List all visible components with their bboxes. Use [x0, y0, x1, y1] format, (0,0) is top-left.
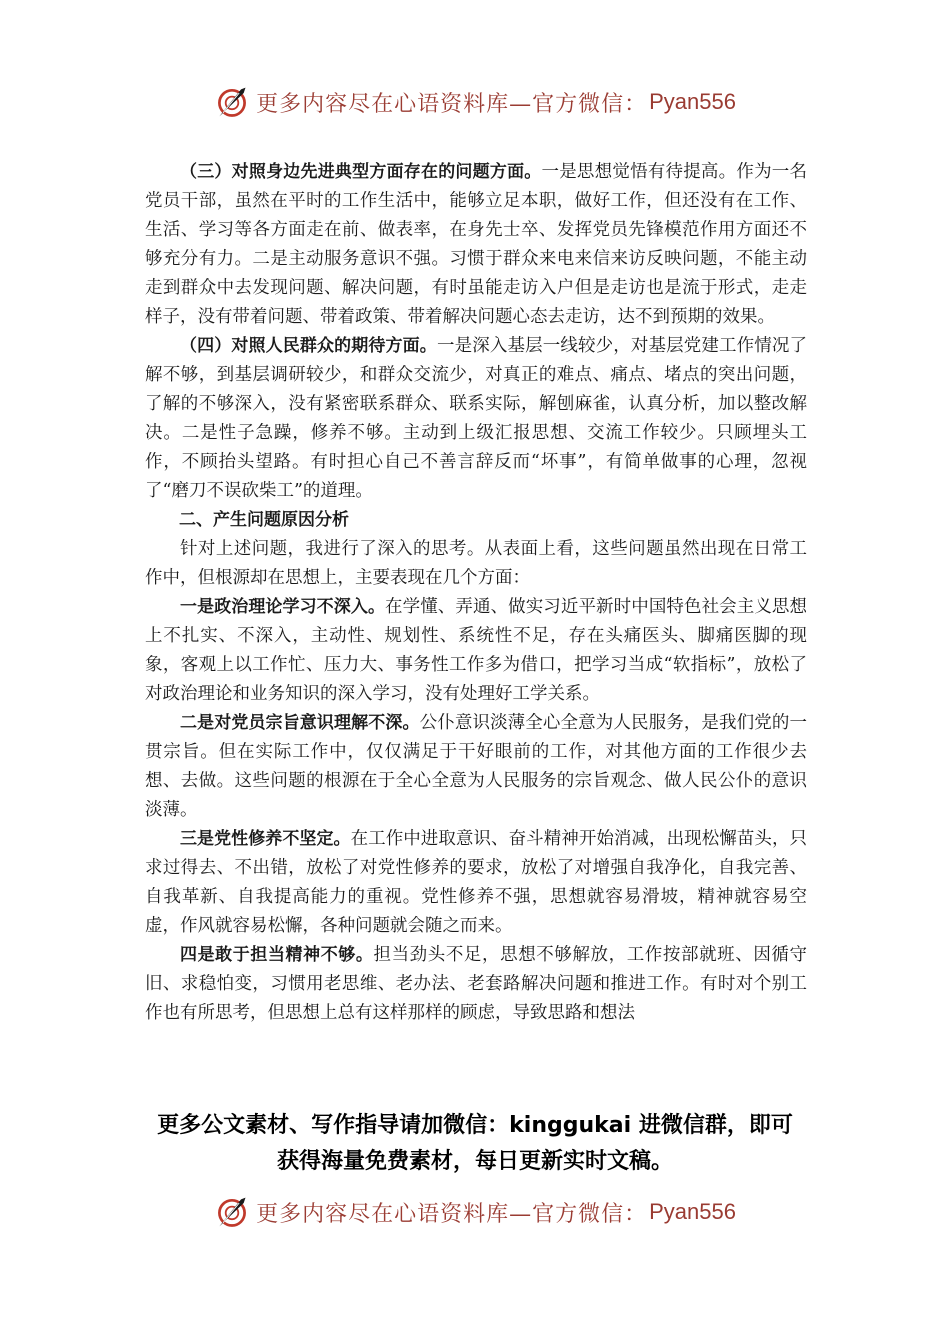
reason-lead: 一是政治理论学习不深入。 — [180, 597, 386, 617]
promo-line-1: 更多公文素材、写作指导请加微信：kinggukai 进微信群，即可 — [157, 1113, 793, 1138]
reason-lead: 三是党性修养不坚定。 — [180, 829, 351, 849]
paragraph-lead: （三）对照身边先进典型方面存在的问题方面。 — [180, 162, 542, 182]
header-banner — [0, 80, 950, 124]
paragraph-four — [145, 332, 807, 506]
reason-text: 在学懂、弄通、做实习近平新时中国特色社会主义思想上不扎实、不深入，主动性、规划性、系统性不足，存在头痛医头、脚痛医脚的现象，客观上以工作忙、压力大、事务性工作多为借口，把学习当成“软指标”，放松了对政治理论和业务知识的深入学习，没有处理好工学关系。 — [145, 597, 808, 704]
reason-two — [145, 709, 807, 825]
footer-banner — [0, 1190, 950, 1234]
promo-notice — [120, 1108, 830, 1180]
reason-text: 担当劲头不足，思想不够解放，工作按部就班、因循守旧、求稳怕变，习惯用老思维、老办法、老套路解决问题和推进工作。有时对个别工作也有所思考，但思想上总有这样那样的顾虑，导致思路和想法 — [145, 945, 808, 1023]
paragraph-three — [145, 158, 807, 332]
reason-text: 在工作中进取意识、奋斗精神开始消减，出现松懈苗头，只求过得去、不出错，放松了对党性修养的要求，放松了对增强自我净化，自我完善、自我革新、自我提高能力的重视。党性修养不强，思想就容易滑坡，精神就容易空虚，作风就容易松懈，各种问题就会随之而来。 — [145, 829, 808, 936]
quill-logo-icon — [214, 84, 250, 120]
section-heading: 二、产生问题原因分析 — [179, 510, 349, 530]
intro-paragraph: 针对上述问题，我进行了深入的思考。从表面上看，这些问题虽然出现在日常工作中，但根源却在思想上，主要表现在几个方面： — [145, 539, 807, 588]
paragraph-lead: （四）对照人民群众的期待方面。 — [180, 336, 437, 356]
wechat-id: Pyan556 — [649, 89, 736, 114]
reason-text: 公仆意识淡薄全心全意为人民服务，是我们党的一贯宗旨。但在实际工作中，仅仅满足于干好眼前的工作，对其他方面的工作很少去想、去做。这些问题的根源在于全心全意为人民服务的宗旨观念、做人民公仆的意识淡薄。 — [145, 713, 808, 820]
quill-logo-icon — [214, 1194, 250, 1230]
banner-text: 更多内容尽在心语资料库—官方微信： — [256, 1201, 648, 1227]
reason-four — [145, 941, 807, 1028]
reason-one — [145, 593, 807, 709]
reason-three — [145, 825, 807, 941]
promo-line-2: 获得海量免费素材，每日更新实时文稿。 — [276, 1149, 673, 1174]
banner-text: 更多内容尽在心语资料库—官方微信： — [256, 91, 648, 117]
reason-lead: 二是对党员宗旨意识理解不深。 — [180, 713, 420, 733]
wechat-id: Pyan556 — [649, 1199, 736, 1224]
paragraph-text: 一是深入基层一线较少，对基层党建工作情况了解不够，到基层调研较少，和群众交流少，对真正的难点、痛点、堵点的突出问题，了解的不够深入，没有紧密联系群众、联系实际，解刨麻雀，认真分析，加以整改解决。二是性子急躁，修养不够。主动到上级汇报思想、交流工作较少。只顾埋头工作，不顾抬头望路。有时担心自己不善言辞反而“坏事”，有简单做事的心理，忽视了“磨刀不误砍柴工”的道理。 — [145, 336, 808, 501]
paragraph-text: 一是思想觉悟有待提高。作为一名党员干部，虽然在平时的工作生活中，能够立足本职，做好工作，但还没有在工作、生活、学习等各方面走在前、做表率，在身先士卒、发挥党员先锋模范作用方面还不够充分有力。二是主动服务意识不强。习惯于群众来电来信来访反映问题，不能主动走到群众中去发现问题、解决问题，有时虽能走访入户但是走访也是流于形式，走走样子，没有带着问题、带着政策、带着解决问题心态去走访，达不到预期的效果。 — [145, 162, 807, 327]
reason-lead: 四是敢于担当精神不够。 — [180, 945, 374, 965]
document-body — [145, 158, 807, 1028]
